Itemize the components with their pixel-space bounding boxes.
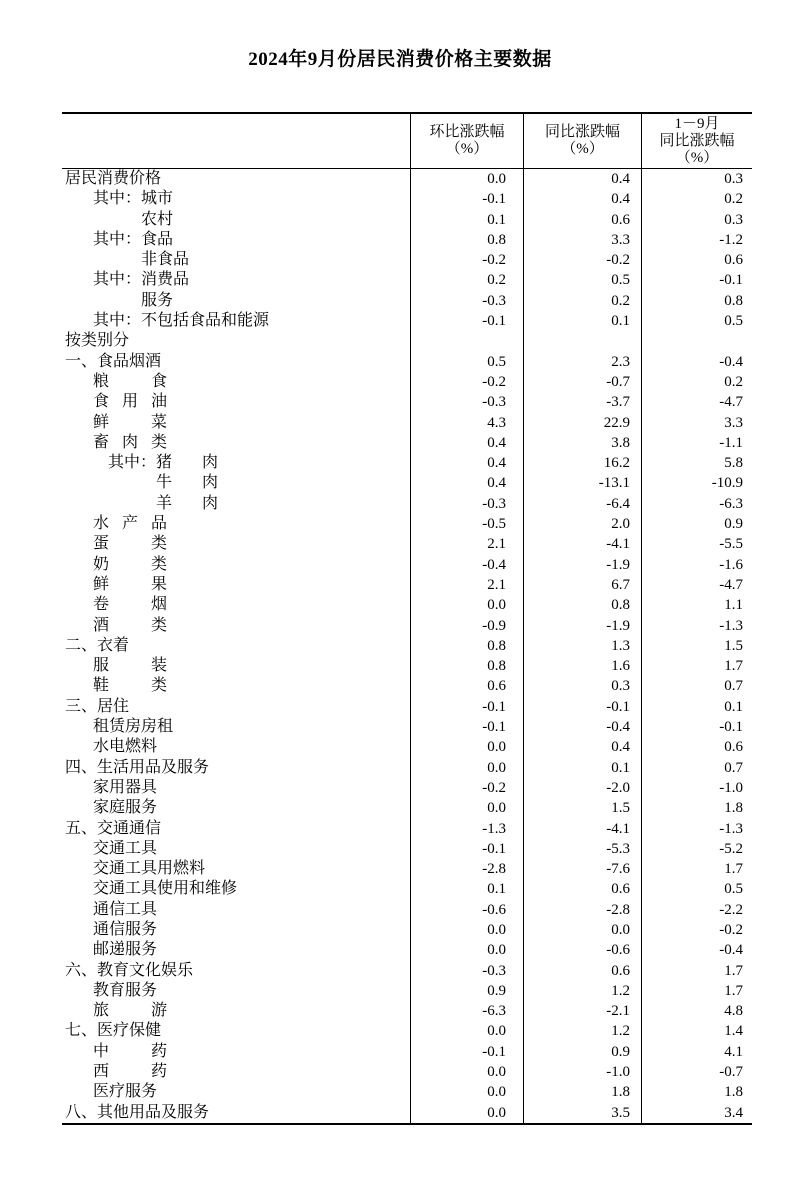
justified-label: 水 产 品 [93,515,167,533]
value-yoy: -2.1 [523,1001,641,1021]
value-yoy: 1.3 [523,636,641,656]
value-yoy: -0.4 [523,717,641,737]
value-yoy: 0.4 [523,737,641,757]
value-yoy: -0.1 [523,697,641,717]
value-ytd: -1.3 [641,616,752,636]
value-yoy: -6.4 [523,494,641,514]
value-ytd: -1.3 [641,819,752,839]
row-label-prefix: 其中： [93,230,142,248]
value-yoy: 3.5 [523,1103,641,1123]
header-line: （%） [445,141,489,157]
value-ytd: 3.4 [641,1103,752,1123]
row-label [62,494,410,514]
value-mom: -0.3 [410,392,523,412]
table-row [62,1082,752,1102]
value-ytd: -1.2 [641,230,752,250]
row-label [62,1062,410,1082]
justified-label: 蛋 类 [93,535,167,553]
table-row [62,676,752,696]
table-row [62,210,752,230]
row-label: 六、教育文化娱乐 [65,961,194,979]
row-label: 教育服务 [93,981,158,999]
page-title: 2024年9月份居民消费价格主要数据 [248,49,552,70]
table-row [62,473,752,493]
value-mom: -0.2 [410,372,523,392]
justified-label: 西 药 [93,1063,167,1081]
table-row [62,311,752,331]
value-ytd: -1.0 [641,778,752,798]
row-label: 按类别分 [65,332,130,350]
value-mom: 0.9 [410,981,523,1001]
value-mom: 0.8 [410,636,523,656]
row-label-prefix: 其中： [93,312,142,330]
justified-label: 畜 肉 类 [93,433,167,451]
table-row [62,879,752,899]
value-mom [410,331,523,351]
row-label [62,392,410,412]
table-row [62,514,752,534]
value-ytd: -4.7 [641,575,752,595]
value-mom: -0.1 [410,1042,523,1062]
value-yoy: -2.0 [523,778,641,798]
value-mom: 4.3 [410,413,523,433]
value-mom: -0.1 [410,189,523,209]
value-yoy: 0.9 [523,1042,641,1062]
row-label: 其中：城市 [93,190,174,208]
value-ytd: 0.7 [641,676,752,696]
justified-label: 酒 类 [93,616,167,634]
row-label [62,1001,410,1021]
value-ytd: 0.8 [641,291,752,311]
value-ytd: 0.9 [641,514,752,534]
value-ytd: 1.7 [641,859,752,879]
table-row [62,250,752,270]
table-row [62,859,752,879]
value-mom: 0.2 [410,270,523,290]
value-ytd: 0.5 [641,311,752,331]
justified-label: 鲜 菜 [93,413,167,431]
value-yoy: -0.7 [523,372,641,392]
value-yoy: 1.2 [523,1021,641,1041]
value-mom: -0.3 [410,494,523,514]
value-ytd: -10.9 [641,473,752,493]
row-label [62,555,410,575]
value-ytd: -0.4 [641,352,752,372]
value-mom: 0.0 [410,595,523,615]
value-yoy: 1.2 [523,981,641,1001]
value-mom: 0.0 [410,169,523,189]
justified-label: 羊 肉 [156,494,219,512]
table-row [62,1042,752,1062]
value-mom: 2.1 [410,575,523,595]
value-ytd: 0.7 [641,758,752,778]
value-ytd: -5.5 [641,534,752,554]
header-line: （%） [675,149,719,166]
row-label [62,433,410,453]
value-yoy: -0.2 [523,250,641,270]
value-ytd: -0.1 [641,717,752,737]
justified-label: 猪 肉 [156,454,219,472]
table-row [62,555,752,575]
value-yoy: 2.3 [523,352,641,372]
value-mom: 0.0 [410,758,523,778]
row-label: 交通工具 [93,839,158,857]
value-yoy: 1.6 [523,656,641,676]
value-mom: 0.0 [410,1021,523,1041]
row-label: 租赁房房租 [93,718,174,736]
table-header-row [62,114,752,169]
table-row [62,575,752,595]
justified-label: 鞋 类 [93,677,167,695]
justified-label: 旅 游 [93,1002,167,1020]
table-row [62,1001,752,1021]
value-mom: 2.1 [410,534,523,554]
value-yoy: 16.2 [523,453,641,473]
table-row [62,819,752,839]
value-ytd: 1.1 [641,595,752,615]
value-mom: 0.0 [410,1062,523,1082]
value-ytd: 0.2 [641,372,752,392]
justified-label: 食 用 油 [93,393,167,411]
value-mom: -1.3 [410,819,523,839]
table-row [62,737,752,757]
row-label: 八、其他用品及服务 [65,1103,210,1121]
value-yoy: -4.1 [523,534,641,554]
value-yoy [523,331,641,351]
row-label: 七、医疗保健 [65,1022,162,1040]
table-row [62,534,752,554]
table-row [62,169,752,189]
value-ytd: -0.2 [641,920,752,940]
value-mom: 0.0 [410,798,523,818]
table-row [62,920,752,940]
value-ytd: -0.1 [641,270,752,290]
row-label: 五、交通通信 [65,819,162,837]
value-yoy: 0.8 [523,595,641,615]
value-mom: -0.1 [410,697,523,717]
table-row [62,981,752,1001]
row-label: 其中：食品 [93,230,174,248]
table-row [62,392,752,412]
value-ytd [641,331,752,351]
table-row [62,230,752,250]
row-label-prefix: 其中： [108,454,157,472]
value-yoy: 0.1 [523,758,641,778]
value-mom: 0.4 [410,473,523,493]
table-row [62,616,752,636]
value-yoy: -1.9 [523,555,641,575]
table-row [62,352,752,372]
value-ytd: -4.7 [641,392,752,412]
row-label [62,534,410,554]
row-label: 家庭服务 [93,799,158,817]
value-ytd: -1.1 [641,433,752,453]
value-ytd: -2.2 [641,900,752,920]
justified-label: 卷 烟 [93,596,167,614]
table-row [62,372,752,392]
value-mom: -0.1 [410,717,523,737]
table-row [62,413,752,433]
value-mom: -0.3 [410,291,523,311]
value-mom: 0.0 [410,920,523,940]
row-label [62,656,410,676]
value-yoy: 3.3 [523,230,641,250]
value-mom: -6.3 [410,1001,523,1021]
value-yoy: -3.7 [523,392,641,412]
value-ytd: 0.3 [641,210,752,230]
table-row [62,291,752,311]
value-ytd: 1.7 [641,961,752,981]
row-label [62,616,410,636]
justified-label: 服 装 [93,657,167,675]
row-label-prefix: 其中： [93,190,142,208]
value-yoy: 0.0 [523,920,641,940]
value-mom: 0.1 [410,210,523,230]
value-ytd: 4.8 [641,1001,752,1021]
value-mom: 0.0 [410,737,523,757]
table-body [62,169,752,1123]
table-row [62,839,752,859]
value-mom: -0.2 [410,778,523,798]
value-mom: 0.8 [410,230,523,250]
value-yoy: 0.6 [523,210,641,230]
value-yoy: -1.0 [523,1062,641,1082]
value-mom: -0.1 [410,311,523,331]
value-yoy: 0.3 [523,676,641,696]
value-ytd: -1.6 [641,555,752,575]
row-label: 医疗服务 [93,1083,158,1101]
table-row [62,331,752,351]
value-yoy: -13.1 [523,473,641,493]
value-ytd: 0.5 [641,879,752,899]
table-row [62,656,752,676]
value-yoy: -4.1 [523,819,641,839]
value-yoy: 22.9 [523,413,641,433]
value-yoy: 1.5 [523,798,641,818]
value-ytd: 4.1 [641,1042,752,1062]
header-line: 1－9月 [674,115,720,132]
table-row [62,595,752,615]
value-ytd: 3.3 [641,413,752,433]
value-mom: -0.1 [410,839,523,859]
row-label [62,676,410,696]
value-yoy: 0.2 [523,291,641,311]
value-mom: 0.0 [410,1082,523,1102]
row-label: 通信工具 [93,900,158,918]
row-label-prefix: 其中： [93,271,142,289]
table-row [62,798,752,818]
value-ytd: 0.6 [641,250,752,270]
value-yoy: 0.4 [523,169,641,189]
value-mom: -0.9 [410,616,523,636]
value-ytd: 5.8 [641,453,752,473]
row-label: 家用器具 [93,778,158,796]
value-yoy: 1.8 [523,1082,641,1102]
table-row [62,940,752,960]
row-label: 服务 [141,291,174,309]
table-row [62,717,752,737]
table-row [62,1062,752,1082]
justified-label: 粮 食 [93,372,167,390]
value-yoy: -2.8 [523,900,641,920]
row-label: 农村 [141,210,174,228]
header-line: （%） [561,141,604,157]
value-yoy: 0.6 [523,961,641,981]
value-yoy: 0.6 [523,879,641,899]
value-ytd: 1.5 [641,636,752,656]
row-label [62,453,410,473]
value-mom: 0.4 [410,433,523,453]
header-line: 同比涨跌幅 [544,124,620,140]
table-row [62,189,752,209]
value-mom: -0.2 [410,250,523,270]
justified-label: 鲜 果 [93,575,167,593]
value-yoy: 0.5 [523,270,641,290]
table-row [62,778,752,798]
value-yoy: -0.6 [523,940,641,960]
value-ytd: -0.7 [641,1062,752,1082]
cpi-data-table [62,112,752,1125]
value-mom: -2.8 [410,859,523,879]
value-mom: 0.0 [410,940,523,960]
value-yoy: 6.7 [523,575,641,595]
row-label [62,1042,410,1062]
table-row [62,961,752,981]
header-line: 同比涨跌幅 [659,132,735,149]
row-label [62,413,410,433]
value-mom: -0.3 [410,961,523,981]
value-yoy: 0.1 [523,311,641,331]
value-mom: 0.4 [410,453,523,473]
table-row [62,900,752,920]
table-row [62,433,752,453]
value-yoy: -5.3 [523,839,641,859]
row-label: 交通工具使用和维修 [93,880,238,898]
row-label: 四、生活用品及服务 [65,758,210,776]
row-label [62,575,410,595]
row-label: 通信服务 [93,920,158,938]
justified-label: 牛 肉 [156,474,219,492]
value-ytd: 0.6 [641,737,752,757]
row-label: 邮递服务 [93,941,158,959]
row-label: 交通工具用燃料 [93,860,206,878]
row-label: 二、衣着 [65,636,130,654]
justified-label: 中 药 [93,1042,167,1060]
table-row [62,494,752,514]
value-ytd: 0.1 [641,697,752,717]
header-cell-category [62,114,410,168]
value-ytd: 1.8 [641,1082,752,1102]
value-ytd: -5.2 [641,839,752,859]
value-mom: -0.4 [410,555,523,575]
table-row [62,453,752,473]
value-ytd: 1.7 [641,656,752,676]
table-row [62,697,752,717]
value-mom: -0.6 [410,900,523,920]
value-ytd: 1.7 [641,981,752,1001]
row-label: 居民消费价格 [65,170,162,187]
value-mom: 0.8 [410,656,523,676]
table-row [62,758,752,778]
row-label [62,473,410,493]
row-label: 非食品 [141,251,190,269]
value-ytd: -6.3 [641,494,752,514]
row-label [62,514,410,534]
value-ytd: 0.3 [641,169,752,189]
value-mom: 0.0 [410,1103,523,1123]
justified-label: 奶 类 [93,555,167,573]
value-yoy: 2.0 [523,514,641,534]
row-label [62,372,410,392]
value-ytd: 1.8 [641,798,752,818]
row-label: 水电燃料 [93,738,158,756]
value-mom: 0.1 [410,879,523,899]
value-yoy: -1.9 [523,616,641,636]
header-cell-ytd [641,114,752,168]
table-row [62,636,752,656]
header-cell-yoy [523,114,641,168]
value-mom: 0.5 [410,352,523,372]
table-row [62,1021,752,1041]
value-mom: 0.6 [410,676,523,696]
header-cell-mom [410,114,523,168]
row-label: 三、居住 [65,697,130,715]
row-label: 其中：不包括食品和能源 [93,312,270,330]
header-line: 环比涨跌幅 [429,124,505,140]
value-ytd: -0.4 [641,940,752,960]
value-yoy: 3.8 [523,433,641,453]
row-label [62,595,410,615]
table-row [62,270,752,290]
table-row [62,1103,752,1123]
row-label: 其中：消费品 [93,271,190,289]
value-yoy: -7.6 [523,859,641,879]
value-ytd: 0.2 [641,189,752,209]
value-mom: -0.5 [410,514,523,534]
value-ytd: 1.4 [641,1021,752,1041]
row-label: 一、食品烟酒 [65,352,162,370]
value-yoy: 0.4 [523,189,641,209]
